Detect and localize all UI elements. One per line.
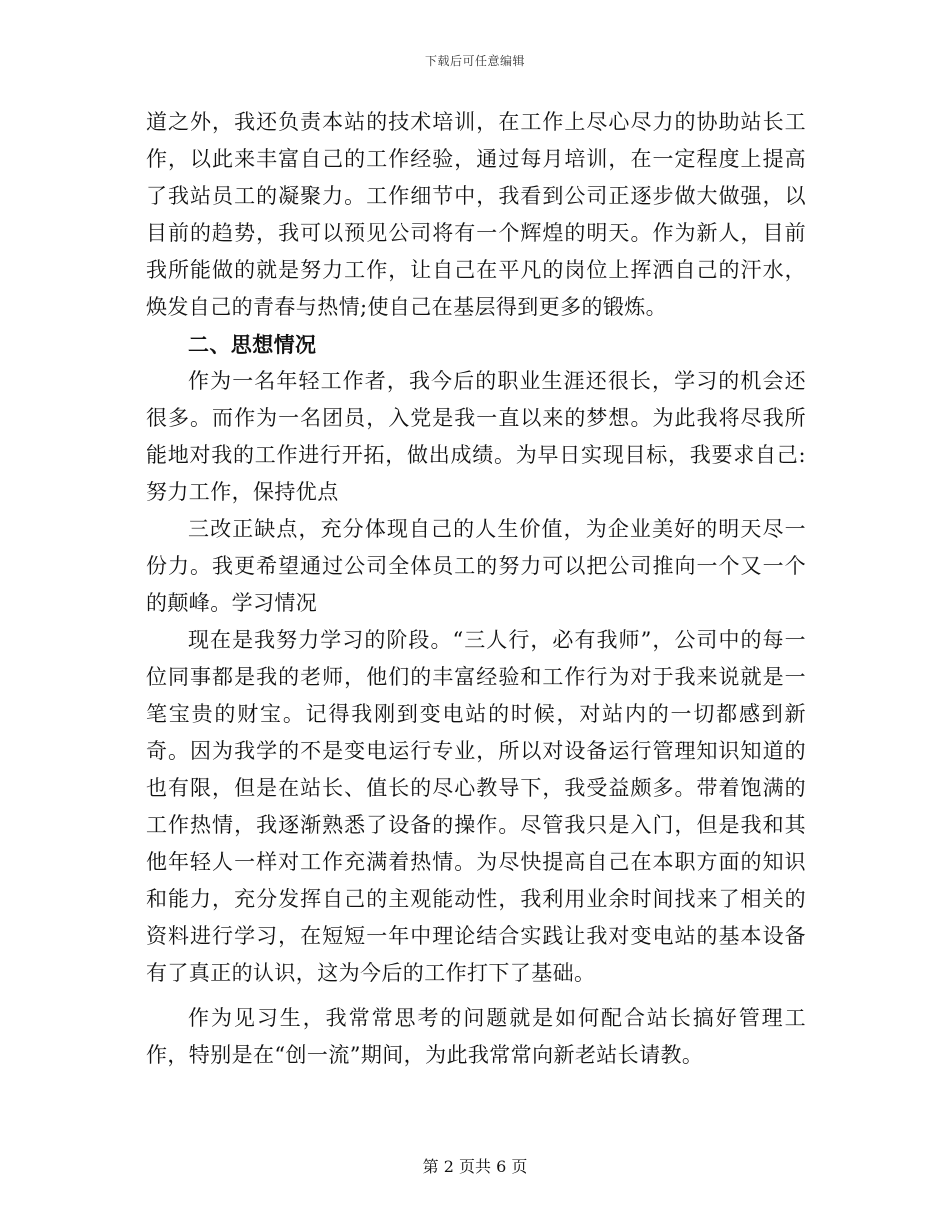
document-body	[146, 104, 806, 1074]
page-number: 第 2 页共 6 页	[422, 1157, 528, 1176]
paragraph-thoughts: 作为一名年轻工作者，我今后的职业生涯还很长，学习的机会还很多。而作为一名团员，入党是我一直以来的梦想。为此我将尽我所能地对我的工作进行开拓，做出成绩。为早日实现目标，我要求自己:努力工作，保持优点	[146, 369, 806, 504]
paragraph-trainee: 作为见习生，我常常思考的问题就是如何配合站长搞好管理工作，特别是在“创一流”期间，为此我常常向新老站长请教。	[146, 1006, 806, 1067]
section-heading-thoughts: 二、思想情况	[188, 332, 317, 357]
paragraph-continuation: 道之外，我还负责本站的技术培训，在工作上尽心尽力的协助站长工作，以此来丰富自己的工作经验，通过每月培训，在一定程度上提高了我站员工的凝聚力。工作细节中，我看到公司正逐步做大做强，以目前的趋势，我可以预见公司将有一个辉煌的明天。作为新人，目前我所能做的就是努力工作，让自己在平凡的岗位上挥洒自己的汗水，焕发自己的青春与热情;使自己在基层得到更多的锻炼。	[146, 110, 806, 319]
page-header: 下载后可任意编辑	[424, 54, 525, 68]
paragraph-improvement: 三改正缺点，充分体现自己的人生价值，为企业美好的明天尽一份力。我更希望通过公司全体员工的努力可以把公司推向一个又一个的颠峰。学习情况	[146, 517, 806, 615]
paragraph-study: 现在是我努力学习的阶段。“三人行，必有我师”，公司中的每一位同事都是我的老师，他们的丰富经验和工作行为对于我来说就是一笔宝贵的财宝。记得我刚到变电站的时候，对站内的一切都感到新奇。因为我学的不是变电运行专业，所以对设备运行管理知识知道的也有限，但是在站长、值长的尽心教导下，我受益颇多。带着饱满的工作热情，我逐渐熟悉了设备的操作。尽管我只是入门，但是我和其他年轻人一样对工作充满着热情。为尽快提高自己在本职方面的知识和能力，充分发挥自己的主观能动性，我利用业余时间找来了相关的资料进行学习，在短短一年中理论结合实践让我对变电站的基本设备有了真正的认识，这为今后的工作打下了基础。	[146, 628, 806, 985]
